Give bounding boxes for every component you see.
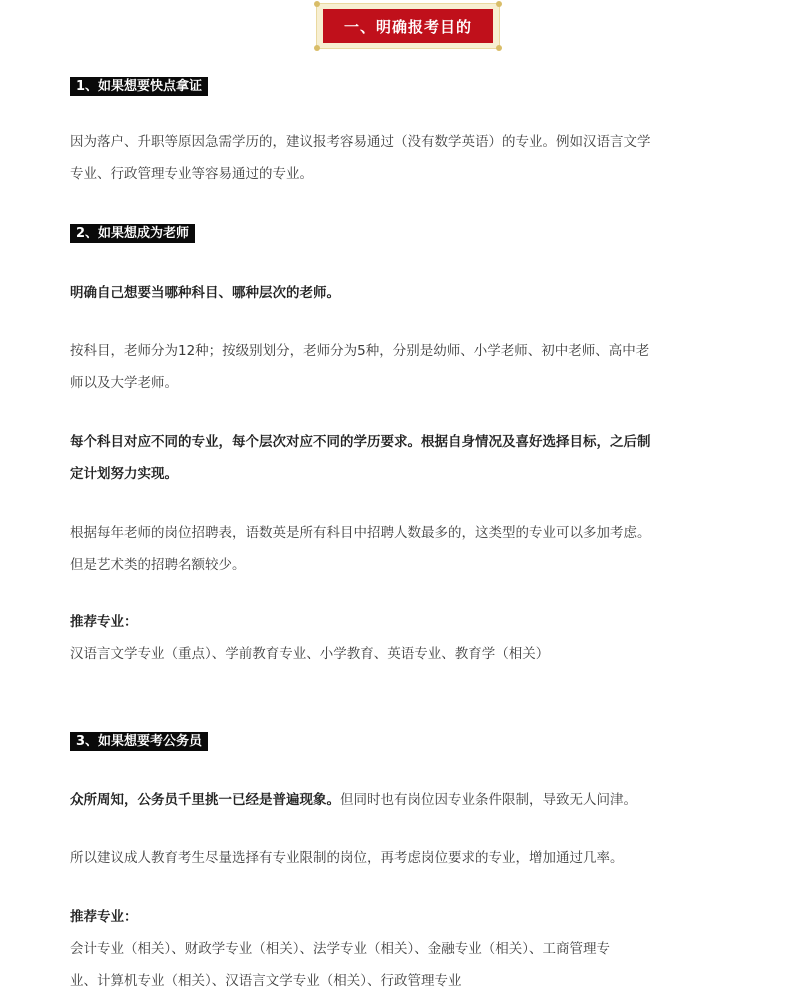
paragraph-teacher-recruitment (70, 517, 750, 581)
text-bold: 众所周知，公务员千里挑一已经是普遍现象。 (70, 792, 340, 808)
corner-dot-icon (314, 1, 320, 7)
paragraph-civil-servant-recommended (70, 901, 750, 997)
paragraph-quick-certificate (70, 126, 750, 190)
corner-dot-icon (496, 1, 502, 7)
paragraph-civil-servant-intro (70, 784, 750, 816)
text-line: 每个科目对应不同的专业，每个层次对应不同的学历要求。根据自身情况及喜好选择目标，之后制 (70, 434, 651, 450)
recommended-heading: 推荐专业： (70, 909, 138, 925)
text-line: 按科目，老师分为12种；按级别划分，老师分为5种，分别是幼师、小学老师、初中老师、高中老 (70, 343, 650, 359)
text-line: 师以及大学老师。 (70, 375, 178, 391)
text-line: 根据每年老师的岗位招聘表，语数英是所有科目中招聘人数最多的，这类型的专业可以多加考虑。 (70, 525, 651, 541)
paragraph-teacher-intro (70, 277, 750, 309)
text-line: 会计专业（相关）、财政学专业（相关）、法学专业（相关）、金融专业（相关）、工商管理专 (70, 941, 610, 957)
page-title: 一、明确报考目的 (323, 9, 493, 43)
title-banner (316, 3, 500, 49)
paragraph-teacher-requirements (70, 426, 750, 490)
text-line: 所以建议成人教育考生尽量选择有专业限制的岗位，再考虑岗位要求的专业，增加通过几率。 (70, 850, 624, 866)
recommended-heading: 推荐专业： (70, 614, 138, 630)
text-line: 汉语言文学专业（重点）、学前教育专业、小学教育、英语专业、教育学（相关） (70, 646, 550, 662)
corner-dot-icon (496, 45, 502, 51)
paragraph-civil-servant-advice (70, 842, 750, 874)
text-line: 因为落户、升职等原因急需学历的，建议报考容易通过（没有数学英语）的专业。例如汉语言文学 (70, 134, 651, 150)
text-line: 明确自己想要当哪种科目、哪种层次的老师。 (70, 285, 340, 301)
text-line: 业、计算机专业（相关）、汉语言文学专业（相关）、行政管理专业 (70, 973, 462, 989)
text-line: 定计划努力实现。 (70, 466, 178, 482)
text-line: 但是艺术类的招聘名额较少。 (70, 557, 246, 573)
paragraph-teacher-subjects (70, 335, 750, 399)
text-line: 专业、行政管理专业等容易通过的专业。 (70, 166, 313, 182)
paragraph-teacher-recommended (70, 606, 750, 670)
section-label-civil-servant: 3、如果想要考公务员 (70, 732, 208, 751)
corner-dot-icon (314, 45, 320, 51)
text-normal: 但同时也有岗位因专业条件限制，导致无人问津。 (340, 792, 637, 808)
section-label-teacher: 2、如果想成为老师 (70, 224, 195, 243)
section-label-quick-certificate: 1、如果想要快点拿证 (70, 77, 208, 96)
